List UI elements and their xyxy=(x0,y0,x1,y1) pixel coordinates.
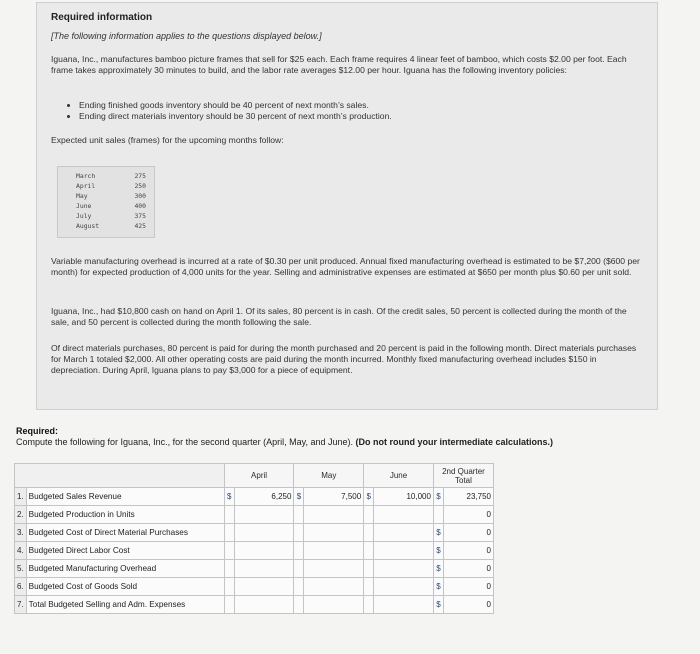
month-units: 425 xyxy=(134,222,146,230)
quarter-total-value: 0 xyxy=(443,524,493,542)
currency-sign xyxy=(364,524,374,542)
june-input[interactable] xyxy=(374,524,434,542)
currency-sign: $ xyxy=(433,542,443,560)
month-units: 400 xyxy=(134,202,146,210)
table-header-row xyxy=(15,464,494,488)
month-units: 275 xyxy=(134,172,146,180)
quarter-total-value: 0 xyxy=(443,578,493,596)
currency-sign: $ xyxy=(433,488,443,506)
currency-sign xyxy=(224,542,234,560)
unit-sales-table xyxy=(57,166,155,238)
row-number: 1. xyxy=(15,488,27,506)
currency-sign: $ xyxy=(364,488,374,506)
budget-answer-table xyxy=(14,463,494,614)
may-input[interactable] xyxy=(304,578,364,596)
may-input[interactable] xyxy=(304,596,364,614)
row-label: Budgeted Cost of Direct Material Purchases xyxy=(26,524,224,542)
currency-sign xyxy=(224,578,234,596)
table-row xyxy=(15,524,494,542)
overhead-paragraph: Variable manufacturing overhead is incurred at a rate of $0.30 per unit produced. Annual fixed manufacturing overhead is estimated to be $7,200 ($600 per month) for expected production of 4,000 units for the year. Selling and administrative expenses are estimated at $650 per month plus $0.60 per unit sold. xyxy=(51,256,640,277)
row-number: 3. xyxy=(15,524,27,542)
june-input[interactable] xyxy=(374,506,434,524)
month-label: August xyxy=(76,222,100,230)
currency-sign xyxy=(364,560,374,578)
table-row xyxy=(15,488,494,506)
may-input[interactable] xyxy=(304,542,364,560)
month-label: April xyxy=(76,182,96,190)
rounding-note: (Do not round your intermediate calculations.) xyxy=(355,437,554,447)
currency-sign xyxy=(364,542,374,560)
table-row xyxy=(15,542,494,560)
currency-sign: $ xyxy=(224,488,234,506)
currency-sign xyxy=(294,596,304,614)
june-input[interactable] xyxy=(374,596,434,614)
quarter-total-value: 23,750 xyxy=(443,488,493,506)
quarter-total-value: 0 xyxy=(443,542,493,560)
currency-sign xyxy=(294,560,304,578)
cash-paragraph: Iguana, Inc., had $10,800 cash on hand on April 1. Of its sales, 80 percent is in cash. Of the credit sales, 50 percent is collected during the month of the sale, and 50 percent is collected during the month following the sale. xyxy=(51,306,627,327)
table-row xyxy=(15,596,494,614)
row-label: Total Budgeted Selling and Adm. Expenses xyxy=(26,596,224,614)
currency-sign xyxy=(224,596,234,614)
month-label: May xyxy=(76,192,88,200)
june-input[interactable] xyxy=(374,560,434,578)
intro-paragraph: Iguana, Inc., manufactures bamboo picture frames that sell for $25 each. Each frame requires 4 linear feet of bamboo, which costs $2.00 per foot. Each frame takes approximately 30 minutes to build, and the labor rate averages $12.00 per hour. Iguana has the following inventory policies: xyxy=(51,54,627,75)
may-input[interactable] xyxy=(304,560,364,578)
panel-note: [The following information applies to the questions displayed below.] xyxy=(51,31,322,41)
april-input[interactable] xyxy=(234,560,294,578)
april-input[interactable]: 6,250 xyxy=(234,488,294,506)
currency-sign xyxy=(224,524,234,542)
row-number: 6. xyxy=(15,578,27,596)
currency-sign: $ xyxy=(433,560,443,578)
row-label: Budgeted Direct Labor Cost xyxy=(26,542,224,560)
june-input[interactable]: 10,000 xyxy=(374,488,434,506)
may-input[interactable] xyxy=(304,524,364,542)
currency-sign xyxy=(294,578,304,596)
purchases-paragraph: Of direct materials purchases, 80 percent is paid for during the month purchased and 20 percent is paid in the following month. Direct materials purchases for March 1 totaled $2,000. All other operating costs are paid during the month incurred. Monthly fixed manufacturing overhead includes $150 in depreciation. During April, Iguana plans to pay $3,000 for a piece of equipment. xyxy=(51,343,637,375)
quarter-total-value: 0 xyxy=(443,560,493,578)
month-label: July xyxy=(76,212,92,220)
currency-sign xyxy=(294,524,304,542)
row-number: 4. xyxy=(15,542,27,560)
june-input[interactable] xyxy=(374,578,434,596)
col-header-may: May xyxy=(294,464,364,488)
currency-sign xyxy=(364,578,374,596)
month-units: 375 xyxy=(134,212,146,220)
header-blank xyxy=(15,464,225,488)
row-number: 5. xyxy=(15,560,27,578)
may-input[interactable] xyxy=(304,506,364,524)
required-information-panel xyxy=(36,2,658,410)
row-label: Budgeted Cost of Goods Sold xyxy=(26,578,224,596)
policy-item: • Ending finished goods inventory should be 40 percent of next month’s sales. xyxy=(79,100,392,111)
month-units: 300 xyxy=(134,192,146,200)
june-input[interactable] xyxy=(374,542,434,560)
month-units: 250 xyxy=(134,182,146,190)
quarter-total-line1: 2nd Quarter xyxy=(442,466,485,476)
currency-sign xyxy=(224,560,234,578)
currency-sign: $ xyxy=(433,524,443,542)
currency-sign xyxy=(294,506,304,524)
table-row xyxy=(15,506,494,524)
expected-sales-text: Expected unit sales (frames) for the upcoming months follow: xyxy=(51,135,284,145)
currency-sign: $ xyxy=(294,488,304,506)
required-text: Compute the following for Iguana, Inc., for the second quarter (April, May, and June). xyxy=(16,437,354,447)
april-input[interactable] xyxy=(234,596,294,614)
currency-sign xyxy=(294,542,304,560)
required-label: Required: xyxy=(16,426,59,436)
row-label: Budgeted Production in Units xyxy=(26,506,224,524)
required-instructions xyxy=(16,437,553,447)
april-input[interactable] xyxy=(234,506,294,524)
quarter-total-line2: Total xyxy=(455,475,472,485)
april-input[interactable] xyxy=(234,542,294,560)
row-number: 2. xyxy=(15,506,27,524)
row-label: Budgeted Manufacturing Overhead xyxy=(26,560,224,578)
row-number: 7. xyxy=(15,596,27,614)
currency-sign xyxy=(224,506,234,524)
currency-sign: $ xyxy=(433,596,443,614)
quarter-total-value: 0 xyxy=(443,506,493,524)
april-input[interactable] xyxy=(234,524,294,542)
policy-item: • Ending direct materials inventory should be 30 percent of next month’s production. xyxy=(79,111,392,122)
inventory-policy-list xyxy=(65,100,392,122)
row-label: Budgeted Sales Revenue xyxy=(26,488,224,506)
table-row xyxy=(15,560,494,578)
month-label: March xyxy=(76,172,96,180)
may-input[interactable]: 7,500 xyxy=(304,488,364,506)
currency-sign xyxy=(433,506,443,524)
quarter-total-value: 0 xyxy=(443,596,493,614)
currency-sign xyxy=(364,596,374,614)
currency-sign xyxy=(364,506,374,524)
panel-title: Required information xyxy=(51,12,153,23)
currency-sign: $ xyxy=(433,578,443,596)
month-label: June xyxy=(76,202,92,210)
april-input[interactable] xyxy=(234,578,294,596)
table-row xyxy=(15,578,494,596)
col-header-april: April xyxy=(224,464,294,488)
col-header-quarter-total xyxy=(433,464,493,488)
col-header-june: June xyxy=(364,464,434,488)
